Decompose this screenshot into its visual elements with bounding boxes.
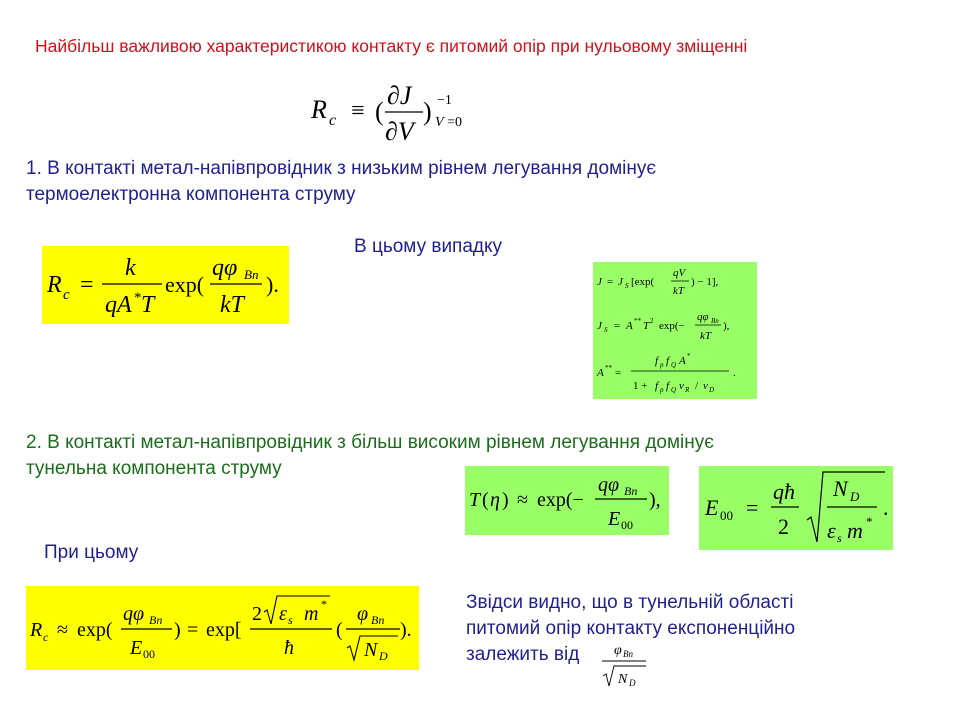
svg-text:∂J: ∂J: [387, 81, 412, 110]
svg-text:Q: Q: [671, 386, 677, 394]
svg-text:p: p: [660, 361, 664, 369]
slide-heading: Найбільш важливою характеристикою контакту є питомий опір при нульовому зміщенні: [35, 36, 748, 56]
svg-text:).: ).: [400, 619, 412, 641]
svg-text:≈: ≈: [57, 619, 68, 641]
svg-text:=: =: [187, 619, 199, 641]
case-label: В цьому випадку: [354, 236, 503, 257]
svg-text:R: R: [30, 619, 43, 641]
svg-text:exp(−: exp(−: [537, 489, 584, 511]
svg-text:=: =: [746, 495, 759, 520]
svg-text:).: ).: [266, 272, 279, 297]
svg-text:kT: kT: [673, 285, 684, 297]
svg-text:=: =: [80, 272, 94, 298]
svg-text:[exp(: [exp(: [631, 276, 655, 288]
conclusion-line-2: питомий опір контакту експоненційно: [466, 618, 796, 639]
svg-text:exp(: exp(: [165, 272, 205, 297]
svg-text:(: (: [336, 619, 343, 641]
item-2-line-1: 2. В контакті метал-напівпровідник з більш високим рівнем легування домінує: [26, 432, 714, 453]
svg-text:qφ: qφ: [123, 603, 145, 625]
svg-text:kT: kT: [220, 292, 244, 318]
svg-text:D: D: [629, 678, 636, 688]
svg-text:=: =: [615, 367, 622, 379]
svg-text:exp[: exp[: [206, 619, 242, 641]
conclusion-line-1: Звідси видно, що в тунельній області: [466, 592, 794, 613]
svg-text:**: **: [634, 317, 641, 325]
svg-text:*: *: [321, 597, 327, 611]
svg-text:J: J: [618, 276, 623, 288]
svg-text:S: S: [604, 326, 608, 334]
svg-text:qφ: qφ: [697, 311, 709, 323]
svg-text:ε: ε: [279, 603, 287, 625]
svg-text:Bn: Bn: [624, 484, 638, 498]
svg-text:f: f: [655, 355, 659, 367]
formula-e00: [699, 466, 893, 550]
svg-text:N: N: [618, 672, 628, 687]
svg-text:*: *: [134, 290, 142, 306]
svg-text:.: .: [883, 495, 889, 520]
svg-text:m: m: [304, 603, 319, 625]
svg-text:*: *: [687, 352, 691, 360]
svg-text:Bn: Bn: [149, 613, 163, 627]
svg-text:qA: qA: [105, 292, 132, 318]
svg-text:v: v: [679, 380, 684, 392]
svg-text:V =0: V =0: [435, 115, 462, 130]
svg-text:R: R: [311, 95, 327, 124]
svg-text:Bn: Bn: [371, 613, 385, 627]
svg-text:c: c: [329, 112, 337, 129]
item-1-line-2: термоелектронна компонента струму: [26, 184, 356, 205]
svg-text:R: R: [47, 272, 62, 298]
svg-text:2: 2: [650, 317, 654, 325]
formula-rc-thermionic: [42, 246, 289, 324]
svg-text:E: E: [705, 495, 719, 520]
conclusion-line-3: залежить від: [466, 644, 580, 665]
svg-text:1 +: 1 +: [633, 380, 648, 392]
svg-text:00: 00: [143, 647, 155, 661]
svg-text:c: c: [63, 287, 70, 303]
svg-text:Q: Q: [671, 361, 677, 369]
svg-text:φ: φ: [614, 643, 622, 658]
formula-rc-definition: [305, 76, 480, 148]
svg-text:E: E: [130, 637, 143, 659]
svg-text:η: η: [490, 489, 500, 511]
svg-text:=: =: [607, 276, 614, 288]
svg-text:A: A: [626, 320, 633, 332]
svg-text:exp(−: exp(−: [659, 320, 685, 332]
svg-text:qφ: qφ: [212, 255, 238, 281]
svg-text:s: s: [837, 531, 842, 545]
svg-text:.: .: [733, 367, 736, 379]
svg-text:∂V: ∂V: [385, 117, 414, 146]
svg-text:),: ),: [723, 320, 730, 332]
svg-text:f: f: [655, 380, 659, 392]
svg-text:N: N: [364, 639, 378, 661]
svg-text:Bn: Bn: [244, 267, 259, 282]
svg-text:): ): [174, 619, 181, 641]
svg-text:v: v: [703, 380, 708, 392]
svg-text:00: 00: [720, 508, 733, 523]
svg-text:): ): [423, 97, 432, 126]
svg-text:**: **: [605, 364, 612, 372]
svg-text:D: D: [709, 386, 715, 394]
svg-text:exp(: exp(: [77, 619, 113, 641]
svg-text:kT: kT: [700, 330, 711, 342]
svg-text:k: k: [125, 255, 136, 281]
svg-text:f: f: [666, 380, 670, 392]
svg-text:T: T: [141, 292, 155, 318]
svg-text:=: =: [614, 320, 621, 332]
svg-text:J: J: [597, 276, 602, 288]
svg-text:−1: −1: [437, 93, 452, 108]
svg-text:A: A: [597, 367, 604, 379]
with-this-label: При цьому: [44, 542, 139, 563]
svg-text:T: T: [643, 320, 650, 332]
svg-text:ħ: ħ: [284, 637, 294, 659]
svg-text:2: 2: [252, 603, 262, 625]
svg-text:J: J: [597, 320, 602, 332]
formula-current-block: [593, 262, 757, 399]
svg-text:/: /: [695, 380, 699, 392]
svg-text:p: p: [660, 386, 664, 394]
svg-text:qφ: qφ: [598, 474, 620, 496]
item-2-line-2: тунельна компонента струму: [26, 458, 282, 479]
svg-text:2: 2: [778, 514, 789, 539]
svg-text:φ: φ: [357, 603, 369, 625]
svg-text:T: T: [469, 489, 481, 511]
svg-text:R: R: [685, 386, 690, 394]
svg-text:qħ: qħ: [773, 479, 795, 504]
svg-text:A: A: [679, 355, 686, 367]
svg-text:),: ),: [649, 489, 661, 511]
svg-text:≈: ≈: [517, 489, 528, 511]
svg-text:m: m: [847, 518, 863, 543]
svg-text:s: s: [288, 613, 293, 627]
svg-text:qV: qV: [673, 267, 686, 279]
svg-text:S: S: [625, 282, 629, 290]
svg-text:): ): [502, 489, 509, 511]
formula-phi-over-sqrt-nd: [596, 638, 656, 690]
formula-tunnel-probability: [465, 466, 669, 535]
svg-text:ε: ε: [827, 518, 836, 543]
svg-text:D: D: [379, 649, 388, 663]
svg-text:≡: ≡: [351, 98, 365, 124]
svg-text:E: E: [608, 508, 621, 530]
svg-text:(: (: [375, 97, 384, 126]
formula-rc-tunnel: [26, 586, 419, 670]
svg-text:f: f: [666, 355, 670, 367]
svg-text:c: c: [43, 630, 49, 644]
item-1-text: [26, 156, 656, 208]
svg-text:) − 1],: ) − 1],: [691, 276, 719, 288]
item-1-line-1: 1. В контакті метал-напівпровідник з низьким рівнем легування домінує: [26, 158, 657, 179]
svg-text:(: (: [482, 489, 489, 511]
svg-text:Bn: Bn: [711, 317, 719, 325]
svg-text:Bn: Bn: [623, 649, 633, 659]
svg-text:N: N: [833, 476, 848, 501]
svg-text:*: *: [866, 514, 873, 529]
svg-text:D: D: [850, 489, 860, 504]
svg-text:00: 00: [621, 518, 633, 532]
